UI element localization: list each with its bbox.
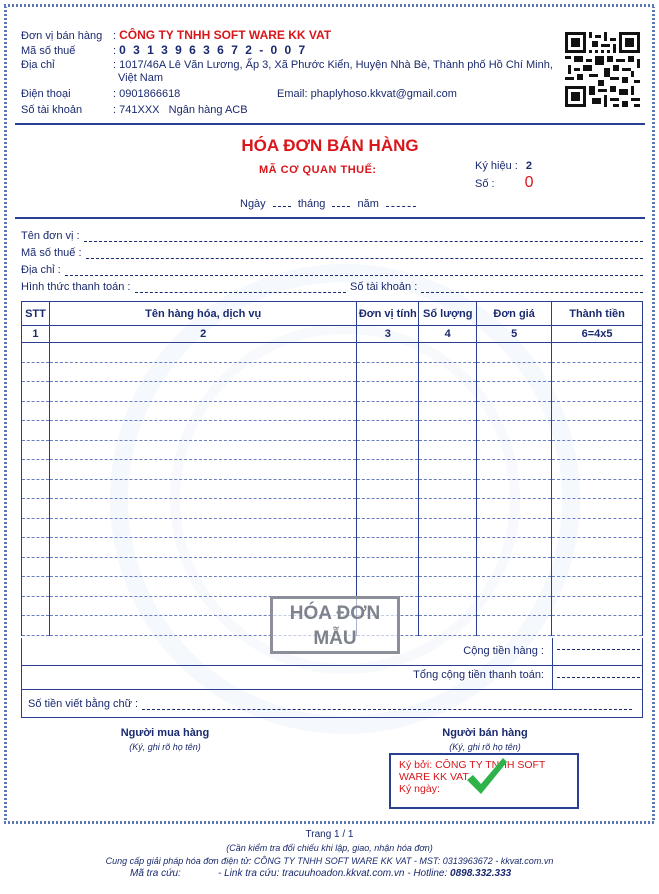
index-cell: 4 [419, 326, 477, 343]
date-divider [15, 217, 645, 219]
table-cell [477, 577, 552, 597]
table-cell [357, 499, 419, 519]
day-blank [273, 206, 291, 207]
table-cell [477, 460, 552, 480]
table-cell [357, 479, 419, 499]
table-cell [477, 343, 552, 363]
header-description: Tên hàng hóa, dịch vụ [49, 302, 356, 326]
lookup-link-label: - Link tra cứu: [218, 868, 280, 879]
table-cell [49, 440, 356, 460]
table-cell [477, 421, 552, 441]
buyer-address-label: Địa chỉ : [21, 264, 61, 276]
table-cell [22, 382, 50, 402]
subtotal-value [552, 638, 644, 665]
table-cell [477, 401, 552, 421]
table-cell [49, 577, 356, 597]
table-row [22, 460, 643, 480]
month-blank [332, 206, 350, 207]
buyer-signature-title: Người mua hàng [120, 727, 210, 739]
subtotal-row [21, 638, 643, 666]
table-cell [552, 479, 643, 499]
table-cell [49, 460, 356, 480]
buyer-unit-label: Tên đơn vị : [21, 230, 80, 242]
table-cell [419, 538, 477, 558]
table-cell [552, 421, 643, 441]
signed-by-line2: WARE KK VAT [399, 771, 469, 783]
index-cell: 1 [22, 326, 50, 343]
buyer-account-label: Số tài khoản : [350, 281, 418, 293]
table-cell [552, 596, 643, 616]
invoice-symbol-label: Ký hiệu : [475, 160, 518, 172]
table-cell [419, 362, 477, 382]
signed-by-line1: Ký bởi: CÔNG TY TNHH SOFT [399, 759, 546, 771]
table-cell [22, 499, 50, 519]
invoice-number [475, 174, 533, 192]
seller-signature-note: (Ký, ghi rõ họ tên) [449, 742, 521, 752]
seller-address-line1: 1017/46A Lê Văn Lương, Ấp 3, Xã Phước Kiển, Huyện Nhà Bè, Thành phố Hồ Chí Minh, [119, 59, 553, 71]
index-cell: 6=4x5 [552, 326, 643, 343]
table-cell [22, 460, 50, 480]
seller-email-row [277, 88, 457, 100]
invoice-symbol [475, 160, 532, 172]
table-cell [419, 518, 477, 538]
table-cell [49, 479, 356, 499]
header-stt: STT [22, 302, 50, 326]
index-cell: 3 [357, 326, 419, 343]
table-row [22, 499, 643, 519]
seller-name-row: Đơn vị bán hàng : CÔNG TY TNHH SOFT WARE KK VAT [21, 28, 332, 42]
header-quantity: Số lượng [419, 302, 477, 326]
table-cell [22, 577, 50, 597]
buyer-unit-row [21, 230, 643, 242]
lookup-link[interactable]: tracuuhoadon.kkvat.com.vn [282, 868, 405, 879]
buyer-payment-row [21, 281, 346, 293]
table-cell [357, 557, 419, 577]
table-cell [22, 557, 50, 577]
table-cell [357, 518, 419, 538]
table-cell [419, 499, 477, 519]
table-cell [552, 499, 643, 519]
buyer-address-line [65, 266, 643, 276]
seller-signature-title: Người bán hàng [442, 727, 528, 739]
seller-tax-row: Mã số thuế : 0 3 1 3 9 6 3 6 7 2 - 0 0 7 [21, 43, 308, 57]
table-cell [552, 343, 643, 363]
table-row [22, 343, 643, 363]
buyer-payment-label: Hình thức thanh toán : [21, 281, 131, 293]
table-cell [419, 440, 477, 460]
table-cell [477, 596, 552, 616]
table-row [22, 557, 643, 577]
table-row [22, 401, 643, 421]
table-cell [419, 460, 477, 480]
buyer-signature-note: (Ký, ghi rõ họ tên) [129, 742, 201, 752]
day-label: Ngày [240, 198, 266, 210]
table-cell [49, 421, 356, 441]
month-label: tháng [297, 198, 326, 210]
table-cell [22, 518, 50, 538]
amount-in-words-line [142, 700, 632, 710]
items-table [21, 301, 643, 636]
table-row [22, 440, 643, 460]
lookup-link-group [218, 868, 511, 879]
header-unit: Đơn vị tính [357, 302, 419, 326]
index-cell: 5 [477, 326, 552, 343]
authority-code-label: MÃ CƠ QUAN THUẾ: [259, 164, 377, 176]
table-cell [49, 557, 356, 577]
table-cell [49, 538, 356, 558]
table-cell [477, 382, 552, 402]
buyer-tax-label: Mã số thuế : [21, 247, 82, 259]
table-cell [22, 362, 50, 382]
table-cell [419, 401, 477, 421]
table-cell [552, 362, 643, 382]
subtotal-label: Cộng tiền hàng : [463, 645, 544, 657]
amount-in-words-label: Số tiền viết bằng chữ : [28, 698, 139, 710]
seller-email-label: Email: [277, 88, 308, 100]
table-cell [22, 343, 50, 363]
seller-phone: 0901866618 [119, 88, 181, 100]
table-cell [419, 382, 477, 402]
table-cell [22, 616, 50, 636]
table-cell [552, 577, 643, 597]
seller-tax-label: Mã số thuế [21, 45, 76, 57]
seller-account: 741XXX [119, 104, 160, 116]
table-cell [49, 499, 356, 519]
table-cell [477, 557, 552, 577]
buyer-tax-line [86, 249, 643, 259]
table-cell [477, 538, 552, 558]
table-cell [22, 440, 50, 460]
table-cell [357, 382, 419, 402]
table-cell [477, 362, 552, 382]
grand-total-label: Tổng cộng tiền thanh toán: [413, 669, 544, 681]
provider-info: Cung cấp giải pháp hóa đơn điện tử: CÔNG TY TNHH SOFT WARE KK VAT - MST: 0313963672 - kkvat.com.vn [105, 856, 554, 866]
table-cell [357, 577, 419, 597]
table-cell [477, 440, 552, 460]
year-label: năm [357, 198, 379, 210]
table-cell [419, 577, 477, 597]
sign-date-label: Ký ngày: [399, 783, 440, 795]
seller-address-row: Địa chỉ : 1017/46A Lê Văn Lương, Ấp 3, Xã Phước Kiển, Huyện Nhà Bè, Thành phố Hồ Chí Minh, [21, 59, 553, 71]
seller-address-line2: Việt Nam [118, 72, 164, 84]
table-cell [552, 518, 643, 538]
watermark-line1: HÓA ĐƠN [289, 603, 381, 624]
seller-name: CÔNG TY TNHH SOFT WARE KK VAT [119, 28, 332, 42]
hotline-number: 0898.332.333 [450, 868, 512, 879]
table-cell [49, 362, 356, 382]
invoice-number-label: Số : [475, 178, 495, 190]
table-cell [357, 421, 419, 441]
header-unit-price: Đơn giá [477, 302, 552, 326]
table-cell [419, 343, 477, 363]
buyer-unit-line [84, 232, 643, 242]
table-row [22, 479, 643, 499]
table-cell [552, 382, 643, 402]
grand-total-value [552, 666, 644, 689]
year-blank [386, 206, 416, 207]
lookup-code-label: Mã tra cứu: [130, 868, 181, 879]
table-cell [552, 440, 643, 460]
seller-name-label: Đơn vị bán hàng [21, 30, 103, 42]
table-header-row [22, 302, 643, 326]
buyer-account-row [350, 281, 643, 293]
table-cell [477, 499, 552, 519]
hotline-label: - Hotline: [407, 868, 448, 879]
table-cell [477, 616, 552, 636]
table-cell [357, 460, 419, 480]
table-cell [22, 479, 50, 499]
buyer-address-row [21, 264, 643, 276]
buyer-account-line [421, 283, 643, 293]
seller-phone-row: Điện thoại : 0901866618 [21, 88, 181, 100]
table-row [22, 518, 643, 538]
buyer-payment-line [135, 283, 347, 293]
seller-email: phaplyhoso.kkvat@gmail.com [310, 88, 457, 100]
table-cell [49, 401, 356, 421]
invoice-date [240, 198, 420, 210]
table-cell [22, 596, 50, 616]
table-row [22, 382, 643, 402]
grand-total-row [21, 666, 643, 690]
table-cell [22, 401, 50, 421]
table-cell [357, 538, 419, 558]
seller-account-label: Số tài khoản [21, 104, 83, 116]
check-icon [463, 754, 509, 798]
table-row [22, 421, 643, 441]
table-cell [419, 421, 477, 441]
buyer-tax-row [21, 247, 643, 259]
qr-code [565, 32, 640, 107]
seller-account-row: Số tài khoản : 741XXX Ngân hàng ACB [21, 104, 248, 116]
seller-bank: Ngân hàng ACB [168, 104, 248, 116]
table-cell [357, 343, 419, 363]
table-cell [419, 479, 477, 499]
check-note: (Cần kiểm tra đối chiếu khi lập, giao, nhận hóa đơn) [226, 843, 433, 853]
seller-address-label: Địa chỉ [21, 59, 55, 71]
table-cell [22, 421, 50, 441]
watermark-line2: MẪU [313, 628, 357, 649]
amount-in-words [28, 698, 632, 710]
page-number: Trang 1 / 1 [305, 829, 354, 840]
table-row [22, 577, 643, 597]
invoice-title: HÓA ĐƠN BÁN HÀNG [241, 136, 419, 155]
table-row [22, 538, 643, 558]
index-cell: 2 [49, 326, 356, 343]
table-cell [49, 343, 356, 363]
table-cell [419, 616, 477, 636]
table-cell [357, 440, 419, 460]
invoice-body [15, 24, 645, 822]
table-cell [49, 518, 356, 538]
seller-phone-label: Điện thoại [21, 88, 71, 100]
table-cell [357, 401, 419, 421]
table-row [22, 362, 643, 382]
column-index-row [22, 326, 643, 343]
table-cell [419, 557, 477, 577]
table-cell [477, 479, 552, 499]
table-cell [419, 596, 477, 616]
table-cell [477, 518, 552, 538]
table-cell [552, 538, 643, 558]
header-divider [15, 123, 645, 125]
table-cell [22, 538, 50, 558]
table-cell [552, 616, 643, 636]
invoice-frame [4, 4, 655, 824]
table-cell [552, 557, 643, 577]
invoice-number-value: 0 [524, 174, 534, 191]
table-cell [357, 362, 419, 382]
table-cell [552, 401, 643, 421]
invoice-symbol-value: 2 [525, 160, 532, 172]
header-amount: Thành tiền [552, 302, 643, 326]
amount-in-words-row [21, 690, 643, 718]
seller-tax-code: 0 3 1 3 9 6 3 6 7 2 - 0 0 7 [119, 43, 308, 57]
table-cell [49, 382, 356, 402]
table-cell [552, 460, 643, 480]
